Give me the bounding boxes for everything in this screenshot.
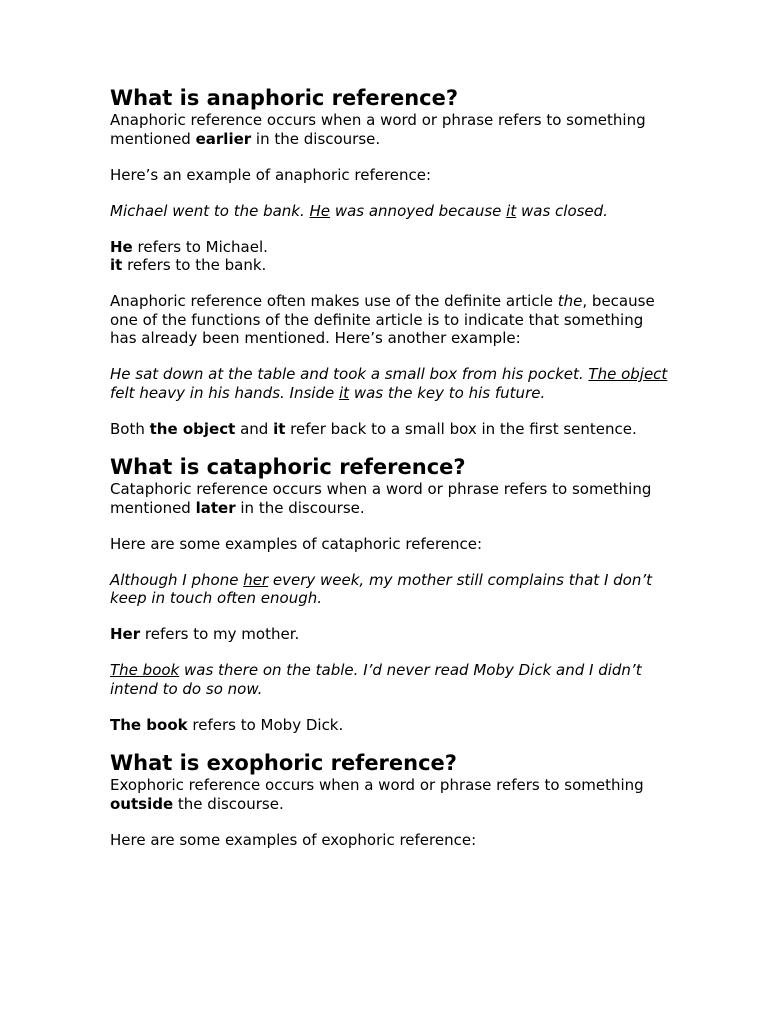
cataphoric-example-1: Although I phone her every week, my mother still complains that I don’t keep in touch often enough. bbox=[110, 570, 652, 607]
cataphoric-explanation-2: The book refers to Moby Dick. bbox=[110, 715, 344, 734]
heading-anaphoric: What is anaphoric reference? bbox=[110, 86, 459, 110]
anaphoric-intro: Here’s an example of anaphoric reference: bbox=[110, 165, 432, 184]
anaphoric-explanation-2: Both the object and it refer back to a small box in the first sentence. bbox=[110, 419, 637, 438]
anaphoric-example-2: He sat down at the table and took a small box from his pocket. The object felt heavy in his hands. Inside it was the key to his future. bbox=[110, 365, 668, 402]
heading-exophoric: What is exophoric reference? bbox=[110, 751, 457, 775]
anaphoric-explanation-1: He refers to Michael. it refers to the bank. bbox=[110, 237, 268, 274]
cataphoric-example-2: The book was there on the table. I’d never read Moby Dick and I didn’t intend to do so now. bbox=[110, 661, 642, 698]
anaphoric-definition: Anaphoric reference occurs when a word or phrase refers to something mentioned earlier in the discourse. bbox=[110, 111, 646, 148]
cataphoric-definition: Cataphoric reference occurs when a word or phrase refers to something mentioned later in the discourse. bbox=[110, 480, 652, 517]
anaphoric-definite-article-paragraph: Anaphoric reference often makes use of the definite article the, because one of the functions of the definite article is to indicate that something has already been mentioned. Here’s another example: bbox=[110, 292, 655, 347]
anaphoric-example-1: Michael went to the bank. He was annoyed because it was closed. bbox=[110, 201, 608, 220]
cataphoric-intro: Here are some examples of cataphoric reference: bbox=[110, 534, 483, 553]
exophoric-intro: Here are some examples of exophoric reference: bbox=[110, 830, 477, 849]
exophoric-definition: Exophoric reference occurs when a word or phrase refers to something outside the discourse. bbox=[110, 776, 644, 813]
cataphoric-explanation-1: Her refers to my mother. bbox=[110, 625, 300, 643]
heading-cataphoric: What is cataphoric reference? bbox=[110, 455, 466, 479]
document-page bbox=[110, 86, 670, 849]
